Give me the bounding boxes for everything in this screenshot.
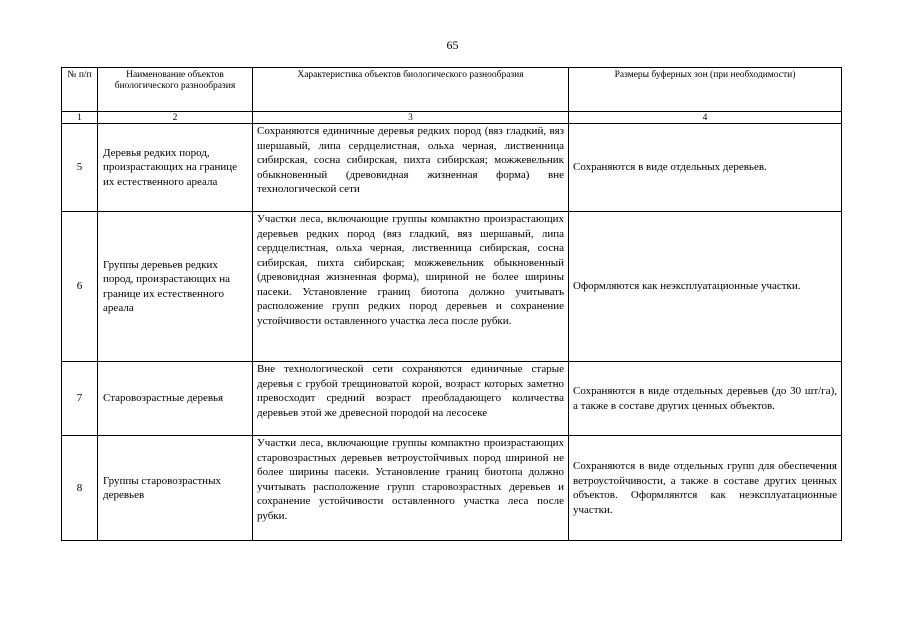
column-number: 1 xyxy=(62,112,98,124)
table-row xyxy=(62,362,842,436)
column-number: 2 xyxy=(98,112,253,124)
object-description: Вне технологической сети сохраняются единичные старые деревья с грубой трещиноватой корой, возраст которых заметно превосходит средний возраст преобладающего количества деревьев этой же древесной породой на лесосеке xyxy=(253,362,569,436)
object-name: Старовозрастные деревья xyxy=(98,362,253,436)
row-number: 8 xyxy=(62,436,98,541)
object-description: Участки леса, включающие группы компактно произрастающих старовозрастных деревьев ветроустойчивых пород шириной не более ширины пасеки. Установление границ биотопа должно учитывать расположение групп старовозрастных деревьев и сохранение устойчивости оставленного участка леса после рубки. xyxy=(253,436,569,541)
column-number: 4 xyxy=(569,112,842,124)
buffer-zone: Оформляются как неэксплуатационные участки. xyxy=(569,212,842,362)
object-description: Участки леса, включающие группы компактно произрастающих деревьев редких пород (вяз гладкий, вяз шершавый, липа сердцелистная, ольха черная, лиственница сибирская, сосна сибирская, пихта сибирская; можжевельник обыкновенный (древовидная жизненная форма), шириной не более ширины пасеки. Установление границ биотопа должно учитывать расположение групп редких пород деревьев и сохранение устойчивости оставленного участка леса после рубки. xyxy=(253,212,569,362)
header-num: № п/п xyxy=(62,68,98,112)
buffer-zone: Сохраняются в виде отдельных деревьев (до 30 шт/га), а также в составе других ценных объектов. xyxy=(569,362,842,436)
header-row xyxy=(62,68,842,112)
object-description: Сохраняются единичные деревья редких пород (вяз гладкий, вяз шершавый, липа сердцелистная, ольха черная, лиственница сибирская, сосна сибирская, пихта сибирская; можжевельник обыкновенный (древовидная жизненная форма) вне технологической сети xyxy=(253,124,569,212)
biodiversity-table xyxy=(61,67,842,541)
buffer-zone: Сохраняются в виде отдельных деревьев. xyxy=(569,124,842,212)
table-row xyxy=(62,436,842,541)
row-number: 5 xyxy=(62,124,98,212)
header-description: Характеристика объектов биологического разнообразия xyxy=(253,68,569,112)
table-row xyxy=(62,124,842,212)
object-name: Группы старовозрастных деревьев xyxy=(98,436,253,541)
column-number-row xyxy=(62,112,842,124)
column-number: 3 xyxy=(253,112,569,124)
object-name: Деревья редких пород, произрастающих на границе их естественного ареала xyxy=(98,124,253,212)
row-number: 6 xyxy=(62,212,98,362)
header-buffer: Размеры буферных зон (при необходимости) xyxy=(569,68,842,112)
table-row xyxy=(62,212,842,362)
page-number: 65 xyxy=(446,38,459,52)
header-name: Наименование объектов биологического разнообразия xyxy=(98,68,253,112)
row-number: 7 xyxy=(62,362,98,436)
buffer-zone: Сохраняются в виде отдельных групп для обеспечения ветроустойчивости, а также в составе других ценных объектов. Оформляются как неэксплуатационные участки. xyxy=(569,436,842,541)
object-name: Группы деревьев редких пород, произрастающих на границе их естественного ареала xyxy=(98,212,253,362)
